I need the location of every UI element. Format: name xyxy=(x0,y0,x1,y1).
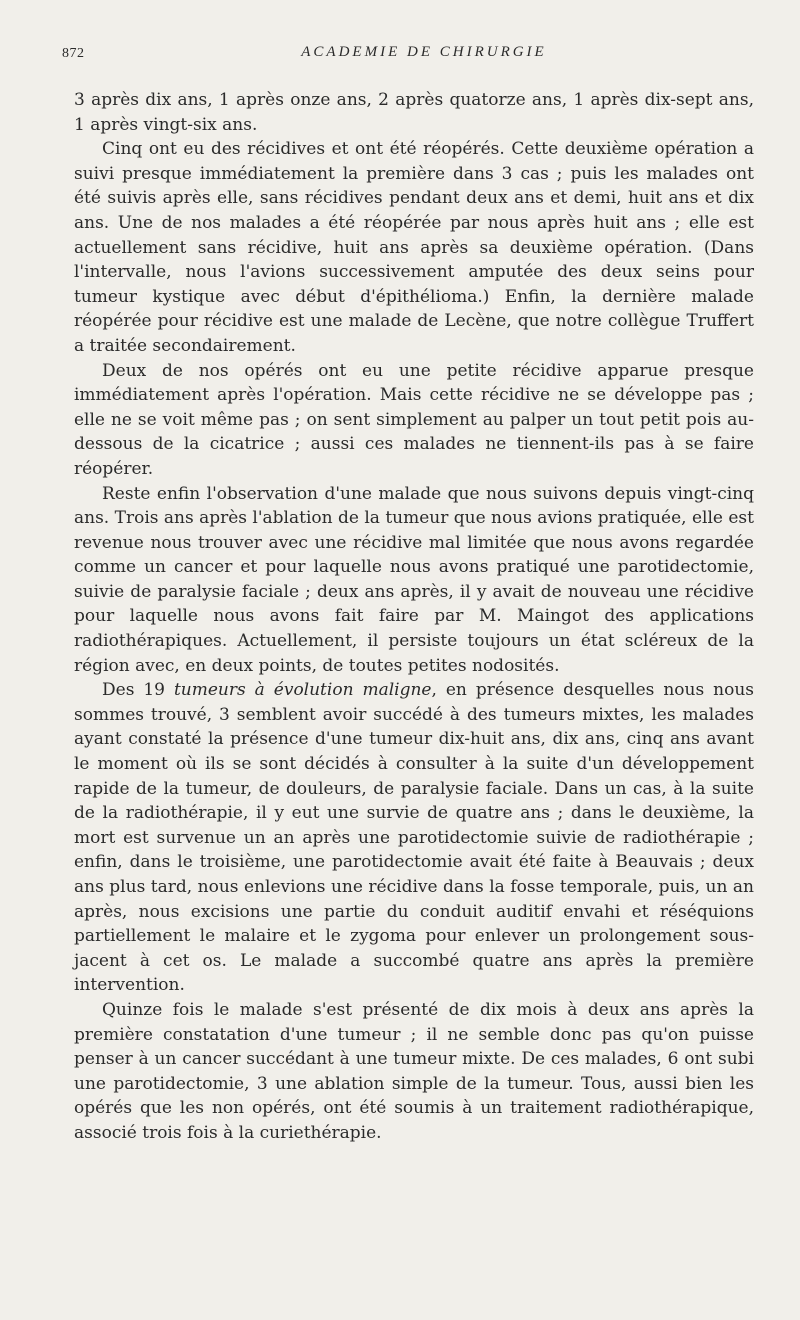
page-header xyxy=(62,40,754,74)
running-head: ACADEMIE DE CHIRURGIE xyxy=(301,44,547,60)
paragraph-text: Des 19 xyxy=(102,680,174,701)
paragraph: Quinze fois le malade s'est présenté de dix mois à deux ans après la première constatation d'une tumeur ; il ne semble donc pas qu'on puisse penser à un cancer succédant à une tumeur mixte. De ces malades, 6 ont subi une parotidectomie, 3 une ablation simple de la tumeur. Tous, aussi bien les opérés que les non opérés, ont été soumis à un traitement radiothérapique, associé trois fois à la curiethérapie. xyxy=(74,999,754,1143)
italic-phrase: tumeurs à évolution maligne xyxy=(173,680,432,701)
body-text xyxy=(74,88,754,1146)
document-page xyxy=(62,40,755,1146)
paragraph: Deux de nos opérés ont eu une petite récidive apparue presque immédiatement après l'opération. Mais cette récidive ne se développe pas ; elle ne se voit même pas ; on sent simplement au palper un tout petit pois au-dessous de la cicatrice ; aussi ces malades ne tiennent-ils pas à se faire réopérer. xyxy=(74,360,754,479)
paragraph: Reste enfin l'observation d'une malade que nous suivons depuis vingt-cinq ans. Trois ans après l'ablation de la tumeur que nous avions pratiquée, elle est revenue nous trouver avec une récidive mal limitée que nous avons regardée comme un cancer et pour laquelle nous avons pratiqué une parotidectomie, suivie de paralysie faciale ; deux ans après, il y avait de nouveau une récidive pour laquelle nous avons fait faire par M. Maingot des applications radiothérapiques. Actuellement, il persiste toujours un état scléreux de la région avec, en deux points, de toutes petites nodosités. xyxy=(74,483,754,676)
page-number: 872 xyxy=(62,46,85,61)
paragraph: 3 après dix ans, 1 après onze ans, 2 après quatorze ans, 1 après dix-sept ans, 1 après vingt-six ans. xyxy=(74,90,754,135)
paragraph: Cinq ont eu des récidives et ont été réopérés. Cette deuxième opération a suivi presque immédiatement la première dans 3 cas ; puis les malades ont été suivis après elle, sans récidives pendant deux ans et demi, huit ans et dix ans. Une de nos malades a été réopérée par nous après huit ans ; elle est actuellement sans récidive, huit ans après sa deuxième opération. (Dans l'intervalle, nous l'avions successivement amputée des deux seins pour tumeur kystique avec début d'épithélioma.) Enfin, la dernière malade réopérée pour récidive est une malade de Lecène, que notre collègue Truffert a traitée secondairement. xyxy=(74,139,754,356)
paragraph-text: , en présence desquelles nous nous sommes trouvé, 3 semblent avoir succédé à des tumeurs mixtes, les malades ayant constaté la présence d'une tumeur dix-huit ans, dix ans, cinq ans avant le moment où ils se sont décidés à consulter à la suite d'un développement rapide de la tumeur, de douleurs, de paralysie faciale. Dans un cas, à la suite de la radiothérapie, il y eut une survie de quatre ans ; dans le deuxième, la mort est survenue un an après une parotidectomie suivie de radiothérapie ; enfin, dans le troisième, une parotidectomie avait été faite à Beauvais ; deux ans plus tard, nous enlevions une récidive dans la fosse temporale, puis, un an après, nous excisions une partie du conduit auditif envahi et réséquions partiellement le malaire et le zygoma pour enlever un prolongement sous-jacent à cet os. Le malade a succombé quatre ans après la première intervention. xyxy=(74,680,755,996)
paragraph xyxy=(74,678,754,998)
